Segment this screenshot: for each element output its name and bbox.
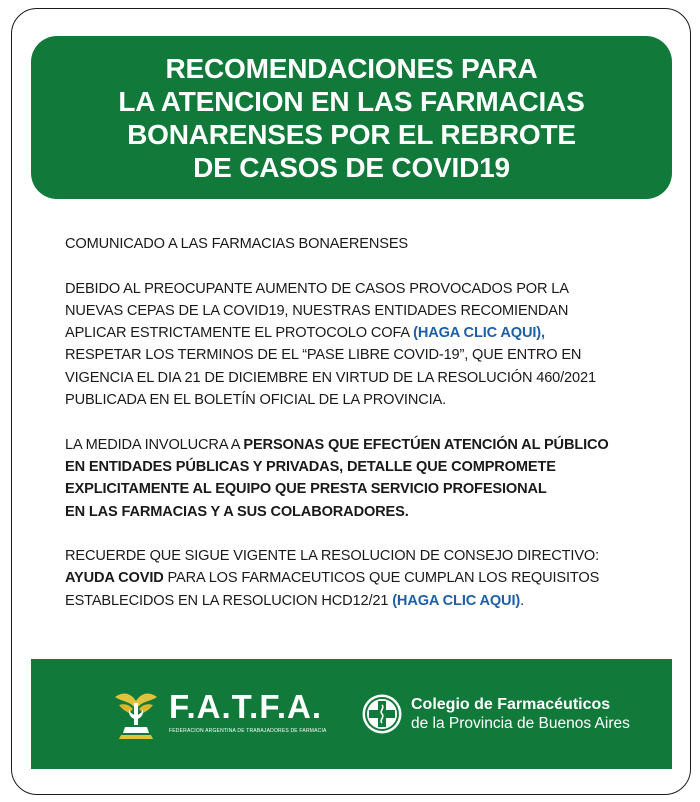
- intro-line: COMUNICADO A LAS FARMACIAS BONAERENSES: [65, 236, 409, 252]
- text-line: PUBLICADA EN EL BOLETÍN OFICIAL DE LA PROVINCIA.: [65, 392, 447, 409]
- fatfa-emblem-icon: [111, 687, 161, 741]
- title-line-2: LA ATENCION EN LAS FARMACIAS: [118, 85, 585, 117]
- text-segment: LA MEDIDA INVOLUCRA A: [65, 436, 244, 453]
- text-segment: APLICAR ESTRICTAMENTE EL PROTOCOLO COFA: [65, 325, 414, 342]
- fatfa-name: F.A.T.F.A.: [169, 688, 323, 725]
- colegio-name-line-1: Colegio de Farmacéuticos: [411, 696, 611, 713]
- paragraph-reminder: [65, 545, 665, 612]
- text-segment: .: [520, 592, 524, 609]
- text-line: DEBIDO AL PREOCUPANTE AUMENTO DE CASOS PROVOCADOS POR LA: [65, 280, 569, 297]
- communique-body: [65, 233, 665, 634]
- text-line: EN LAS FARMACIAS Y A SUS COLABORADORES.: [65, 503, 409, 520]
- text-line: EN ENTIDADES PÚBLICAS Y PRIVADAS, DETALLE QUE COMPROMETE: [65, 458, 556, 475]
- text-line: RECUERDE QUE SIGUE VIGENTE LA RESOLUCION DE CONSEJO DIRECTIVO:: [65, 548, 600, 565]
- footer-logos: [31, 659, 672, 769]
- paragraph-intro: [65, 233, 665, 255]
- text-line: [65, 322, 665, 344]
- bold-segment: PERSONAS QUE EFECTÚEN ATENCIÓN AL PÚBLICO: [243, 436, 609, 453]
- colegio-cross-logo-icon: [361, 693, 403, 735]
- announcement-card: [11, 8, 691, 795]
- text-line: [65, 434, 665, 456]
- text-line: [65, 590, 665, 612]
- text-line: EXPLICITAMENTE AL EQUIPO QUE PRESTA SERVICIO PROFESIONAL: [65, 481, 547, 498]
- text-segment: ESTABLECIDOS EN LA RESOLUCION HCD12/21: [65, 592, 393, 609]
- title-line-1: RECOMENDACIONES PARA: [165, 52, 538, 84]
- text-line: [65, 567, 665, 589]
- title-line-3: BONARENSES POR EL REBROTE: [127, 118, 576, 150]
- colegio-logo: [361, 693, 630, 735]
- text-line: RESPETAR LOS TERMINOS DE EL “PASE LIBRE COVID-19”, QUE ENTRO EN: [65, 347, 582, 364]
- bold-segment: AYUDA COVID: [65, 570, 164, 587]
- text-segment: PARA LOS FARMACEUTICOS QUE CUMPLAN LOS REQUISITOS: [163, 570, 600, 587]
- text-line: VIGENCIA EL DIA 21 DE DICIEMBRE EN VIRTUD DE LA RESOLUCIÓN 460/2021: [65, 369, 596, 386]
- ayuda-covid-link[interactable]: (HAGA CLIC AQUI): [392, 592, 521, 609]
- protocolo-cofa-link[interactable]: (HAGA CLIC AQUI),: [413, 325, 545, 342]
- colegio-name-line-2: de la Provincia de Buenos Aires: [411, 715, 630, 732]
- fatfa-subtitle: FEDERACION ARGENTINA DE TRABAJADORES DE FARMACIA: [169, 728, 327, 734]
- paragraph-measure: [65, 434, 665, 523]
- text-line: NUEVAS CEPAS DE LA COVID19, NUESTRAS ENTIDADES RECOMIENDAN: [65, 302, 569, 319]
- title-line-4: DE CASOS DE COVID19: [193, 151, 510, 183]
- paragraph-recommendation: [65, 278, 665, 412]
- title-banner: [31, 36, 672, 199]
- fatfa-logo: [111, 687, 327, 741]
